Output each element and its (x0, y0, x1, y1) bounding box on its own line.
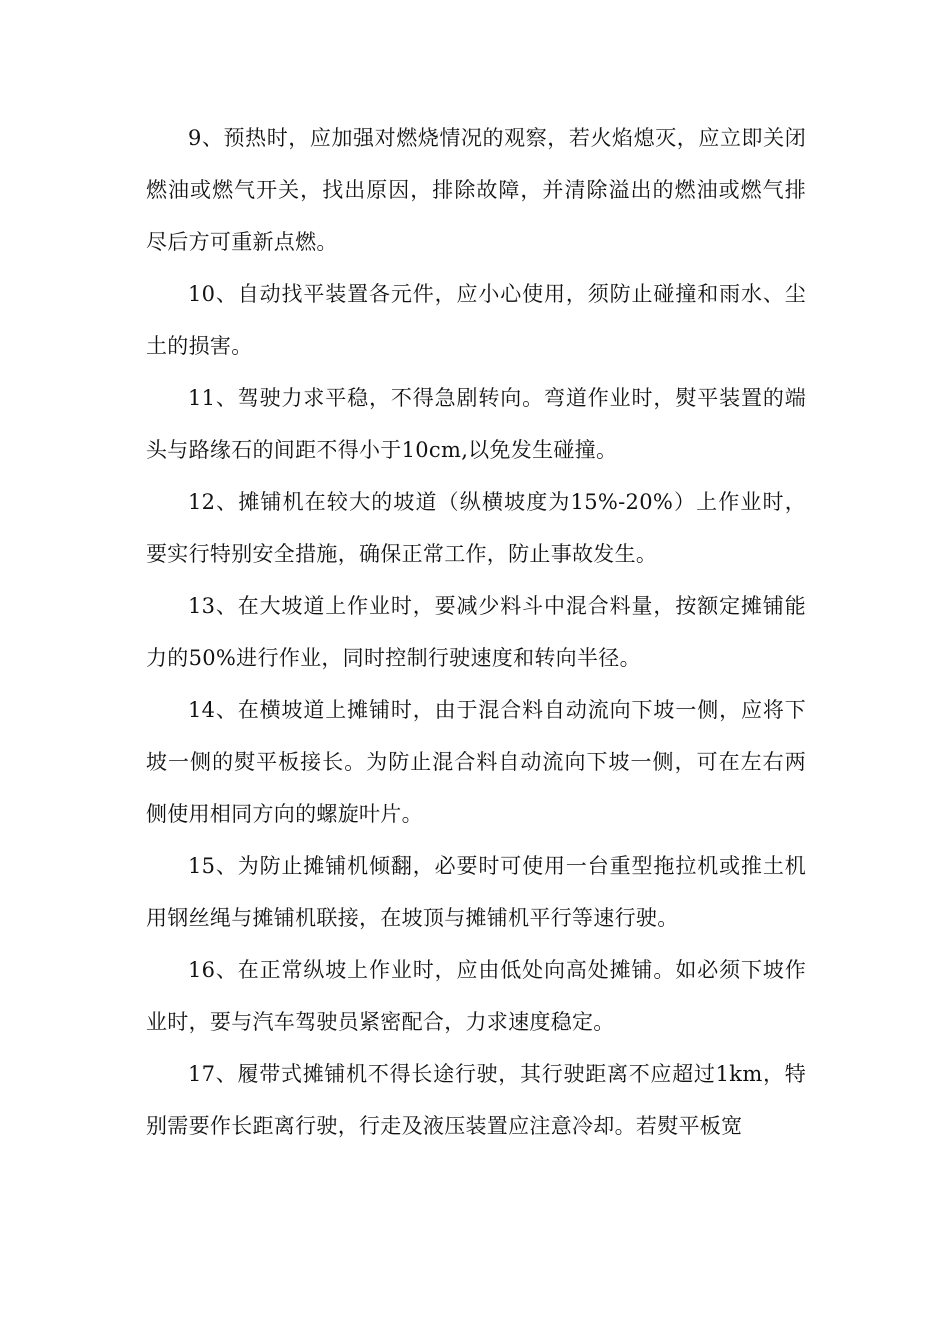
paragraph-11: 11、驾驶力求平稳，不得急剧转向。弯道作业时，熨平装置的端头与路缘石的间距不得小于10cm,以免发生碰撞。 (146, 386, 806, 462)
paragraph-10: 10、自动找平装置各元件，应小心使用，须防止碰撞和雨水、尘土的损害。 (146, 282, 806, 358)
paragraph-14: 14、在横坡道上摊铺时，由于混合料自动流向下坡一侧，应将下坡一侧的熨平板接长。为防止混合料自动流向下坡一侧，可在左右两侧使用相同方向的螺旋叶片。 (146, 698, 806, 826)
paragraph-13: 13、在大坡道上作业时，要减少料斗中混合料量，按额定摊铺能力的50%进行作业，同时控制行驶速度和转向半径。 (146, 594, 806, 670)
paragraph-15: 15、为防止摊铺机倾翻，必要时可使用一台重型拖拉机或推土机用钢丝绳与摊铺机联接，在坡顶与摊铺机平行等速行驶。 (146, 854, 806, 930)
paragraph-9: 9、预热时，应加强对燃烧情况的观察，若火焰熄灭，应立即关闭燃油或燃气开关，找出原因，排除故障，并清除溢出的燃油或燃气排尽后方可重新点燃。 (146, 126, 806, 254)
document-body (146, 112, 806, 1152)
paragraph-16: 16、在正常纵坡上作业时，应由低处向高处摊铺。如必须下坡作业时，要与汽车驾驶员紧密配合，力求速度稳定。 (146, 958, 806, 1034)
paragraph-12: 12、摊铺机在较大的坡道（纵横坡度为15%-20%）上作业时，要实行特别安全措施，确保正常工作，防止事故发生。 (146, 490, 806, 566)
paragraph-17: 17、履带式摊铺机不得长途行驶，其行驶距离不应超过1km，特别需要作长距离行驶，行走及液压装置应注意冷却。若熨平板宽 (146, 1062, 806, 1138)
